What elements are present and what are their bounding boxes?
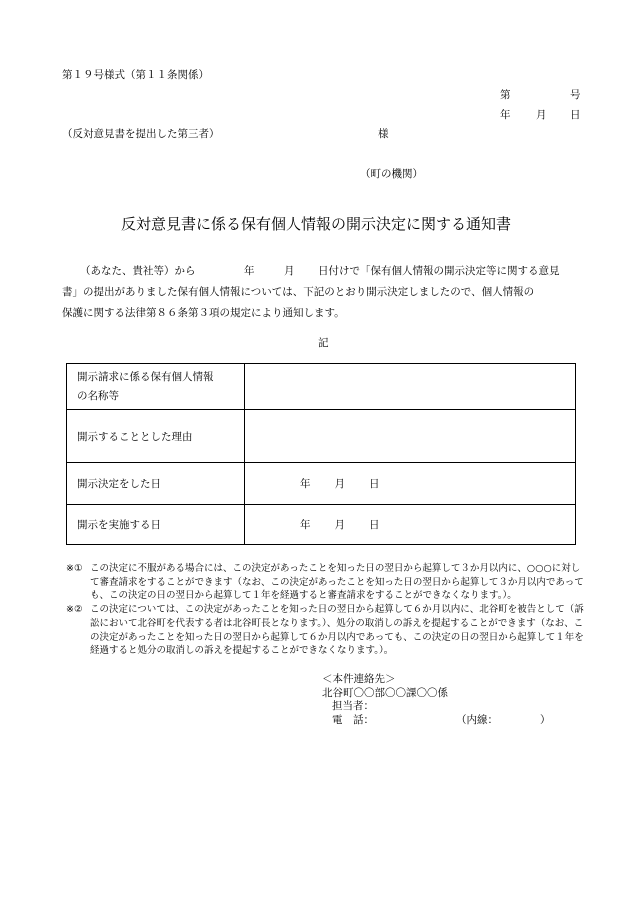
- body-line-2: 書」の提出がありました保有個人情報については、下記のとおり開示決定しましたので、個人情報の: [62, 286, 535, 298]
- body-line-1-month: 月: [284, 265, 295, 277]
- notes: [66, 562, 586, 658]
- contact-person: [322, 700, 551, 714]
- decision-date-month: 月: [334, 478, 345, 490]
- disclosure-table: [66, 363, 576, 545]
- addressee-honorific: 様: [378, 128, 389, 140]
- body-line-1-year: 年: [244, 265, 255, 277]
- contact-heading: [322, 673, 551, 687]
- decision-date-day: 日: [369, 478, 380, 490]
- contact-phone-label: 電 話：: [332, 713, 374, 726]
- body-line-1-start: （あなた、貴社等）から: [80, 265, 196, 277]
- issue-date-year: 年: [500, 109, 511, 121]
- contact-block: [322, 673, 551, 727]
- note-1: [66, 562, 586, 603]
- contact-dept: [322, 687, 551, 701]
- contact-phone: [322, 714, 551, 728]
- table-row: [67, 505, 576, 545]
- note-2-mark: ※②: [66, 604, 83, 616]
- note-2: [66, 603, 586, 658]
- decision-date-year: 年: [300, 478, 311, 490]
- document-title: 反対意見書に係る保有個人情報の開示決定に関する通知書: [121, 215, 512, 233]
- doc-number-suffix: 号: [570, 89, 581, 101]
- contact-dept-text: 北谷町〇〇部〇〇課〇〇係: [322, 686, 448, 699]
- issue-date-month: 月: [536, 109, 547, 121]
- implementation-date-month: 月: [334, 519, 345, 531]
- row-label-decision-date: 開示決定をした日: [67, 463, 245, 505]
- implementation-date-day: 日: [369, 519, 380, 531]
- row-label-info-name-a: 開示請求に係る保有個人情報: [77, 370, 214, 383]
- ki-heading: 記: [318, 337, 329, 349]
- issuer: （町の機関）: [360, 168, 423, 180]
- note-2-text: この決定については、この決定があったことを知った日の翌日から起算して６か月以内に、北谷町を被告として（訴訟において北谷町を代表する者は北谷町長となります。）、処分の取消しの訴えを提起することができます（なお、この決定があったことを知った日の翌日から起算して６か月以内であっても、この決定の日の翌日から起算して１年を経過すると処分の取消しの訴えを提起することができなくなります。）。: [90, 604, 584, 657]
- table-row: [67, 364, 576, 410]
- row-label-reason: 開示することとした理由: [67, 410, 245, 463]
- form-number: 第１９号様式（第１１条関係）: [62, 69, 209, 81]
- body-line-3: 保護に関する法律第８６条第３項の規定により通知します。: [62, 307, 345, 319]
- addressee: （反対意見書を提出した第三者）: [62, 128, 220, 140]
- row-value-info-name: [245, 364, 576, 410]
- note-1-text: この決定に不服がある場合には、この決定があったことを知った日の翌日から起算して３か月以内に、○○○に対して審査請求をすることができます（なお、この決定があったことを知った日の翌日から起算して３か月以内であっても、この決定の日の翌日から起算して１年を経過すると審査請求をすることができなくなります。）。: [90, 563, 584, 602]
- implementation-date-year: 年: [300, 519, 311, 531]
- row-label-info-name: [67, 364, 245, 410]
- issue-date-day: 日: [570, 109, 581, 121]
- doc-number-prefix: 第: [500, 89, 511, 101]
- note-1-mark: ※①: [66, 563, 83, 574]
- table-row: [67, 410, 576, 463]
- body-line-1-end: 日付けで「保有個人情報の開示決定等に関する意見: [318, 265, 560, 277]
- row-value-implementation-date: [245, 505, 576, 545]
- contact-ext-label: （内線：: [456, 713, 498, 726]
- contact-heading-text: ＜本件連絡先＞: [322, 673, 396, 685]
- table-row: [67, 463, 576, 505]
- row-label-implementation-date: 開示を実施する日: [67, 505, 245, 545]
- row-value-decision-date: [245, 463, 576, 505]
- row-value-reason: [245, 410, 576, 463]
- contact-person-label: 担当者：: [332, 700, 374, 712]
- contact-ext-close: ）: [540, 713, 551, 726]
- row-label-info-name-b: の名称等: [77, 389, 119, 402]
